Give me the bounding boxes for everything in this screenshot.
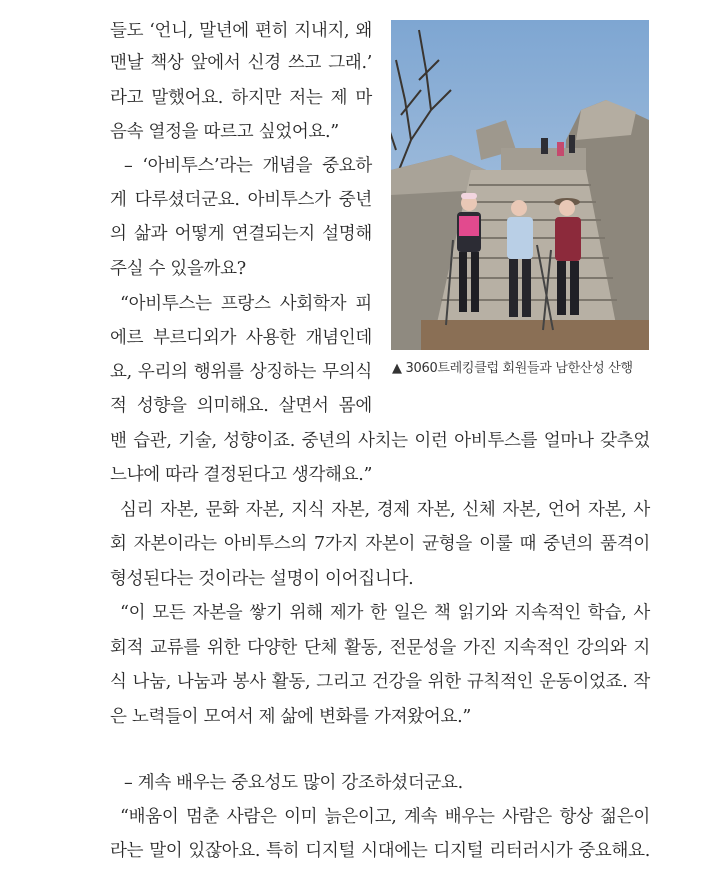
body-text-line: 요, 우리의 행위를 상징하는 무의식 (110, 362, 372, 382)
body-text-line: – ‘아비투스’라는 개념을 중요하 (124, 156, 372, 176)
body-text-line: 식 나눔, 나눔과 봉사 활동, 그리고 건강을 위한 규칙적인 운동이었죠. 작 (110, 672, 650, 692)
body-text-line: 적 성향을 의미해요. 살면서 몸에 (110, 396, 372, 416)
body-text-line: 밴 습관, 기술, 성향이죠. 중년의 사치는 이런 아비투스를 얼마나 갖추었 (110, 431, 650, 451)
body-text-line: “배움이 멈춘 사람은 이미 늙은이고, 계속 배우는 사람은 항상 젊은이 (120, 807, 650, 827)
photo-illustration (391, 20, 649, 350)
body-text-line: 심리 자본, 문화 자본, 지식 자본, 경제 자본, 신체 자본, 언어 자본, 사 (120, 500, 650, 520)
body-text-line: 회적 교류를 위한 다양한 단체 활동, 전문성을 가진 지속적인 강의와 지 (110, 638, 650, 658)
body-text-line: “이 모든 자본을 쌓기 위해 제가 한 일은 책 읽기와 지속적인 학습, 사 (120, 603, 650, 623)
body-text-line: 형성된다는 것이라는 설명이 이어집니다. (110, 569, 414, 589)
body-text-line: 라는 말이 있잖아요. 특히 디지털 시대에는 디지털 리터러시가 중요해요. (110, 841, 650, 861)
photo-caption: ▲ 3060트레킹클럽 회원들과 남한산성 산행 (392, 361, 633, 376)
body-text-line: 의 삶과 어떻게 연결되는지 설명해 (110, 224, 372, 244)
body-text-line: 느냐에 따라 결정된다고 생각해요.” (110, 465, 373, 485)
body-text-line: “아비투스는 프랑스 사회학자 피 (120, 294, 372, 314)
body-text-line: 회 자본이라는 아비투스의 7가지 자본이 균형을 이룰 때 중년의 품격이 (110, 534, 650, 554)
interview-question: – 계속 배우는 중요성도 많이 강조하셨더군요. (124, 773, 463, 793)
body-text-line: 주실 수 있을까요? (110, 259, 246, 279)
body-text-line: 맨날 책상 앞에서 신경 쓰고 그래.’ (110, 53, 372, 73)
body-text-line: 에르 부르디외가 사용한 개념인데 (110, 328, 372, 348)
body-text-line: 음속 열정을 따르고 싶었어요.” (110, 122, 339, 142)
body-text-line: 라고 말했어요. 하지만 저는 제 마 (110, 88, 372, 108)
body-text-line: 들도 ‘언니, 말년에 편히 지내지, 왜 (110, 21, 372, 41)
body-text-line: 은 노력들이 모여서 제 삶에 변화를 가져왔어요.” (110, 707, 471, 727)
hiking-group-photo (391, 20, 649, 350)
body-text-line: 게 다루셨더군요. 아비투스가 중년 (110, 190, 372, 210)
